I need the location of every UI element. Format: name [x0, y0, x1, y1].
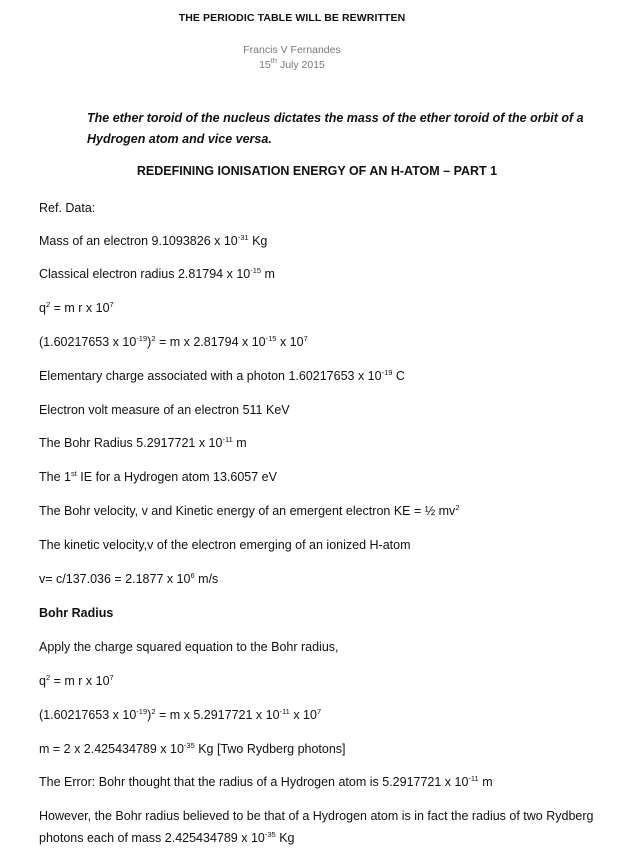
error-statement: The Error: Bohr thought that the radius of a Hydrogen atom is 5.2917721 x $10^{-11}$ m — [39, 774, 493, 789]
electron-radius-line: Classical electron radius 2.81794 x $10^{-15}$ m — [39, 266, 275, 281]
charge-squared-equation: $q^2 = m$ r x $10^7$ — [39, 300, 114, 315]
bohr-radius-subheading: Bohr Radius — [39, 606, 114, 620]
charge-squared-substitution-2: (1.60217653 x $10^{-19})^2 = m$ x 5.2917721 x $10^{-11}$ x $10^7$ — [39, 707, 322, 722]
elementary-charge-line: Elementary charge associated with a photon 1.60217653 x $10^{-19}$ C — [39, 368, 405, 383]
bohr-radius-value-line: The Bohr Radius 5.2917721 x $10^{-11}$ m — [39, 435, 247, 450]
first-ionisation-energy-line: The 1st IE for a Hydrogen atom 13.6057 eV — [39, 469, 277, 484]
bohr-velocity-line: The Bohr velocity, v and Kinetic energy of an emergent electron KE = ½ $mv^2$ — [39, 503, 460, 518]
apply-charge-line: Apply the charge squared equation to the Bohr radius, — [39, 640, 339, 654]
electron-volt-line: Electron volt measure of an electron 511 KeV — [39, 403, 290, 417]
however-paragraph: However, the Bohr radius believed to be that of a Hydrogen atom is in fact the radius of two Rydberg photons each of mass 2.425434789 x $10^{-35}$ Kg — [39, 809, 594, 845]
charge-squared-equation-2: $q^2 = m$ r x $10^7$ — [39, 673, 114, 688]
mass-result-line: m = 2 x 2.425434789 x $10^{-35}$ Kg [Two Rydberg photons] — [39, 741, 346, 756]
document-title: THE PERIODIC TABLE WILL BE REWRITTEN — [178, 12, 406, 24]
publication-date: 15th July 2015 — [259, 56, 325, 71]
ref-data-label: Ref. Data: — [39, 201, 96, 215]
velocity-equation: v= c/137.036 = 2.1877 x $10^6$ m/s — [39, 571, 219, 586]
electron-mass-line: Mass of an electron 9.1093826 x $10^{-31}$ Kg — [39, 233, 268, 248]
section-heading: REDEFINING IONISATION ENERGY OF AN H-ATOM – PART 1 — [136, 164, 498, 178]
charge-squared-substitution: (1.60217653 x $10^{-19})^2 = m$ x 2.81794 x $10^{-15}$ x $10^7$ — [39, 334, 308, 349]
kinetic-velocity-line: The kinetic velocity,v of the electron emerging of an ionized H-atom — [39, 538, 411, 552]
abstract-statement: The ether toroid of the nucleus dictates the mass of the ether toroid of the orbit of a Hydrogen atom and vice versa. — [87, 111, 584, 146]
author-name: Francis V Fernandes — [243, 44, 341, 56]
